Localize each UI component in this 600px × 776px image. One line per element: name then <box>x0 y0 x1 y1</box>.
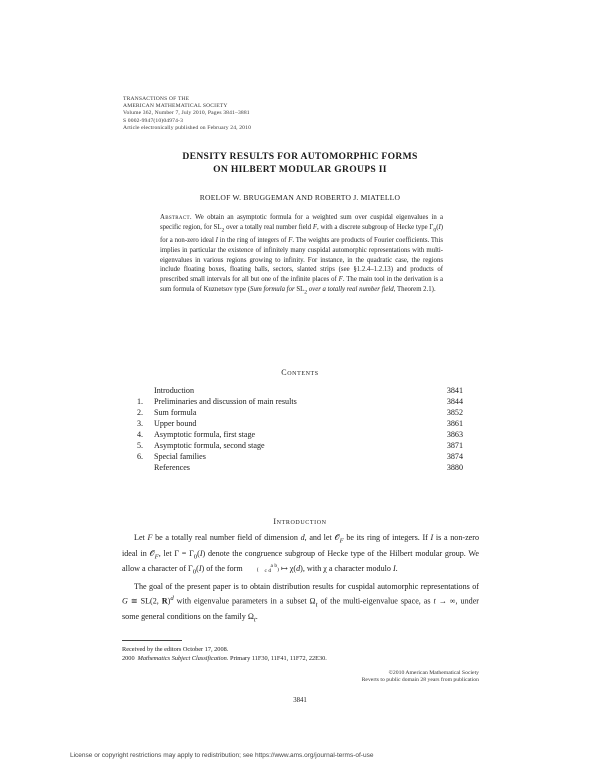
footnotes <box>122 645 479 663</box>
copyright-notice: ©2010 American Mathematical Society Reverts to public domain 28 years from publication <box>361 670 479 684</box>
license-notice: License or copyright restrictions may apply to redistribution; see https://www.ams.org/journal-terms-of-use <box>70 752 374 759</box>
toc-page: 3880 <box>446 463 463 472</box>
toc-item[interactable] <box>137 385 463 396</box>
journal-volume: Volume 362, Number 7, July 2010, Pages 3841–3881 <box>123 110 250 117</box>
toc-number: 3. <box>137 419 144 428</box>
toc-label: Introduction <box>154 386 195 395</box>
toc-item[interactable] <box>137 429 463 440</box>
toc-number: 6. <box>137 452 144 461</box>
introduction-heading: Introduction <box>273 517 327 526</box>
toc-label: Sum formula <box>154 408 197 417</box>
toc-item[interactable] <box>137 440 463 451</box>
toc-label: Special families <box>154 452 206 461</box>
abstract-heading: Abstract. <box>160 214 192 221</box>
toc-page: 3852 <box>446 408 463 417</box>
toc-item[interactable] <box>137 407 463 418</box>
msc-note: 2000 Mathematics Subject Classification. Primary 11F30, 11F41, 11F72, 22E30. <box>122 655 327 662</box>
journal-published: Article electronically published on February 24, 2010 <box>123 124 252 131</box>
toc-page: 3841 <box>446 386 463 395</box>
toc-page: 3871 <box>446 441 463 450</box>
table-of-contents <box>137 385 463 473</box>
abstract: Abstract. We obtain an asymptotic formula for a weighted sum over cuspidal eigenvalues in a specific region, for $SL_2$ over a totally real number field F, with a discrete subgroup of Hecke type $\Gamma_0(I)$ for a non-zero ideal I in the ring of integers of F. The weights are products of Fourier coefficients. This implies in particular the existence of infinitely many cuspidal automorphic representations with multi-eigenvalues in various regions growing to infinity. For instance, in the quadratic case, the regions include floating boxes, floating balls, sectors, slanted strips (see §1.2.4–1.2.13) and products of prescribed small intervals for all but one of the infinite places of F. The main tool in the derivation is a sum formula of Kuznetsov type (Sum formula for $SL_2$ over a totally real number field, Theorem 2.1). <box>160 214 443 296</box>
journal-header <box>123 96 423 132</box>
intro-paragraph: Let F be a totally real number field of dimension d, and let 𝒪$_F$ be its ring of integers. If I is a non-zero ideal in 𝒪$_F$, let $\Gamma = \Gamma_0(I)$ denote the congruence subgroup of Hecke type of the Hilbert modular group. We allow a character of $\Gamma_0(I)$ of the form (a b c d ) ↦ χ(d), with χ a character modulo I. <box>122 533 480 576</box>
toc-number: 5. <box>137 441 144 450</box>
toc-page: 3844 <box>446 397 463 406</box>
contents-heading: Contents <box>281 368 319 377</box>
toc-item[interactable] <box>137 462 463 473</box>
toc-page: 3861 <box>446 419 463 428</box>
toc-page: 3874 <box>446 452 463 461</box>
toc-item[interactable] <box>137 451 463 462</box>
toc-label: Asymptotic formula, second stage <box>154 441 265 450</box>
footnote-rule <box>122 640 182 641</box>
journal-line: TRANSACTIONS OF THE <box>123 96 190 102</box>
toc-number: 2. <box>137 408 144 417</box>
title-line: ON HILBERT MODULAR GROUPS II <box>213 164 387 175</box>
matrix: (a b c d ) <box>256 562 279 575</box>
authors: ROELOF W. BRUGGEMAN AND ROBERTO J. MIATELLO <box>199 193 401 202</box>
toc-item[interactable] <box>137 418 463 429</box>
toc-label: Preliminaries and discussion of main results <box>154 397 297 406</box>
toc-label: Upper bound <box>154 419 197 428</box>
paper-title <box>100 150 500 176</box>
received-note: Received by the editors October 17, 2008. <box>122 646 229 653</box>
introduction-body <box>122 532 479 627</box>
intro-paragraph: The goal of the present paper is to obtain distribution results for cuspidal automorphic representations of G ≅ SL(2, R)$^d$ with eigenvalue parameters in a subset $\Omega_t$ of the multi-eigenvalue space, as t → ∞, under some general conditions on the family $\Omega_t$. <box>122 581 479 624</box>
toc-label: References <box>154 463 190 472</box>
toc-page: 3863 <box>446 430 463 439</box>
journal-line: AMERICAN MATHEMATICAL SOCIETY <box>123 103 228 110</box>
toc-label: Asymptotic formula, first stage <box>154 430 256 439</box>
toc-number: 4. <box>137 430 144 439</box>
journal-doi: S 0002-9947(10)04974-3 <box>123 117 184 124</box>
toc-number: 1. <box>137 397 144 406</box>
title-line: DENSITY RESULTS FOR AUTOMORPHIC FORMS <box>182 151 418 162</box>
page-number: 3841 <box>293 697 307 704</box>
toc-item[interactable] <box>137 396 463 407</box>
